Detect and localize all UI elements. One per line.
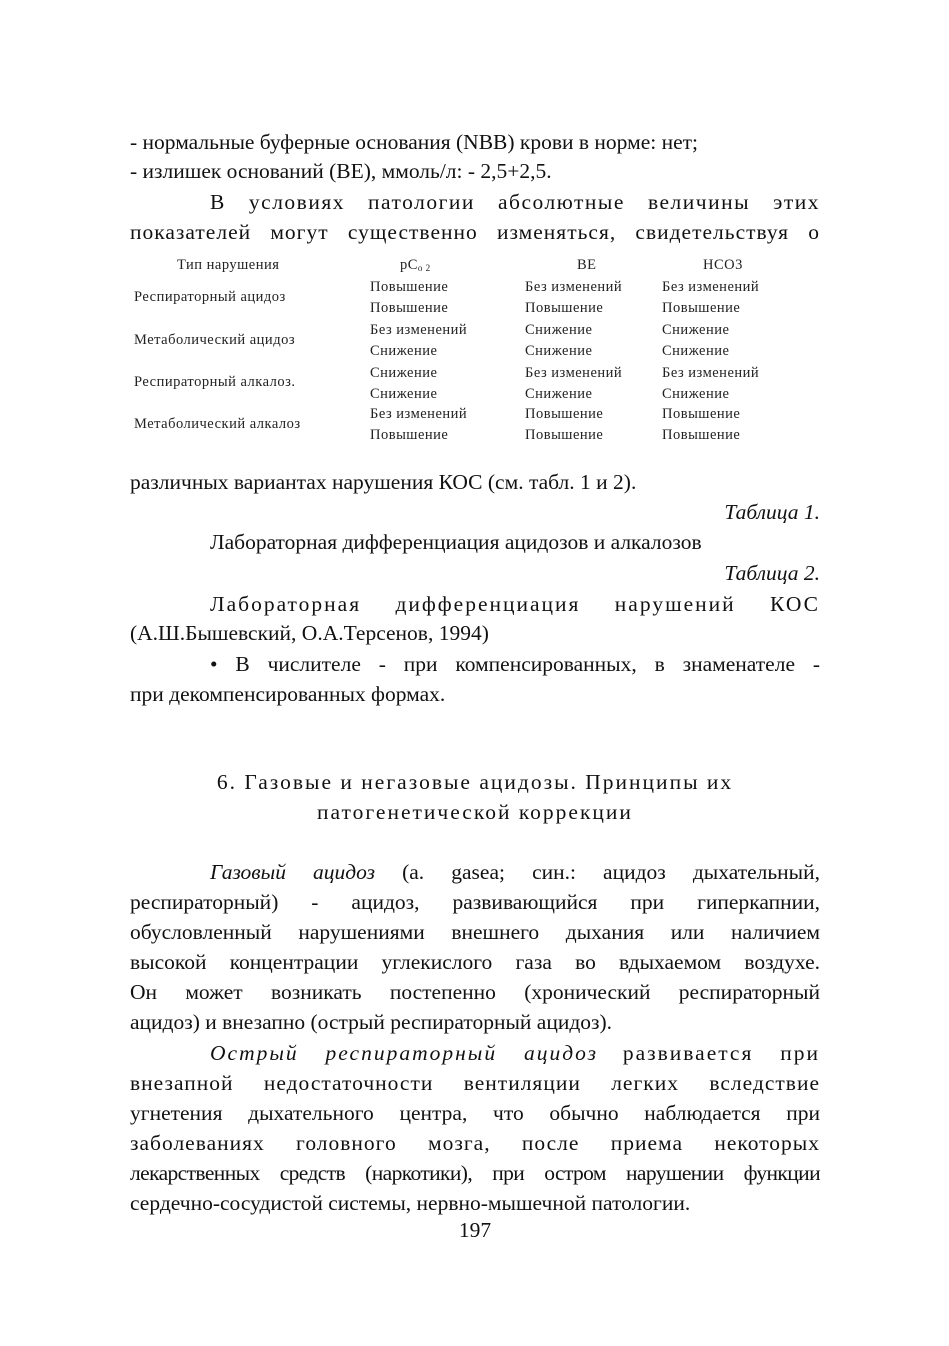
table-cell: Без изменений bbox=[370, 406, 468, 422]
table-header-be: BE bbox=[577, 257, 597, 273]
table-cell: Без изменений bbox=[525, 279, 623, 295]
table2-label: Таблица 2. bbox=[724, 561, 820, 585]
p3-line: заболеваниях головного мозга, после приема некоторых bbox=[130, 1131, 820, 1155]
p2-line1 bbox=[210, 857, 820, 887]
section-heading-line2: патогенетической коррекции bbox=[317, 800, 633, 824]
p2-line: респираторный) - ацидоз, развивающийся при гиперкапнии, bbox=[130, 890, 820, 914]
intro-line-be: - излишек оснований (BE), ммоль/л: - 2,5+2,5. bbox=[130, 159, 552, 183]
intro-line-nbb: - нормальные буферные основания (NBB) крови в норме: нет; bbox=[130, 130, 699, 154]
table-cell: Повышение bbox=[662, 406, 741, 422]
table-cell: Повышение bbox=[525, 300, 604, 316]
table-cell: Без изменений bbox=[662, 365, 760, 381]
p3-line: сердечно-сосудистой системы, нервно-мышечной патологии. bbox=[130, 1191, 691, 1215]
table-row-name: Респираторный ацидоз bbox=[134, 289, 286, 305]
table2-title-line1: Лабораторная дифференциация нарушений КОС bbox=[210, 592, 820, 616]
table-header-type: Тип нарушения bbox=[177, 257, 280, 273]
p3-term: Острый респираторный ацидоз bbox=[210, 1041, 598, 1065]
p2-line: Он может возникать постепенно (хронический респираторный bbox=[130, 980, 820, 1004]
p3-line1 bbox=[210, 1038, 820, 1068]
p2-line: высокой концентрации углекислого газа во вдыхаемом воздухе. bbox=[130, 950, 820, 974]
table-cell: Снижение bbox=[662, 343, 730, 359]
note-line1: • В числителе - при компенсированных, в знаменателе - bbox=[210, 652, 820, 676]
table-cell: Повышение bbox=[370, 427, 449, 443]
after-table-text: различных вариантах нарушения КОС (см. табл. 1 и 2). bbox=[130, 470, 637, 494]
section-heading-line1: 6. Газовые и негазовые ацидозы. Принципы их bbox=[216, 770, 734, 794]
table-header-hco3: HCO3 bbox=[703, 257, 743, 273]
table-cell: Повышение bbox=[662, 427, 741, 443]
para1-line2: показателей могут существенно изменяться, свидетельствуя о bbox=[130, 220, 820, 244]
table-cell: Без изменений bbox=[662, 279, 760, 295]
p2-line: обусловленный нарушениями внешнего дыхания или наличием bbox=[130, 920, 820, 944]
p3-line1-rest: развивается при bbox=[622, 1041, 820, 1065]
table-cell: Снижение bbox=[370, 343, 438, 359]
table-row-name: Метаболический ацидоз bbox=[134, 332, 296, 348]
table-cell: Снижение bbox=[662, 386, 730, 402]
p2-line: ацидоз) и внезапно (острый респираторный ацидоз). bbox=[130, 1010, 613, 1034]
table-cell: Снижение bbox=[370, 386, 438, 402]
table1-title: Лабораторная дифференциация ацидозов и алкалозов bbox=[210, 530, 702, 554]
p3-line: внезапной недостаточности вентиляции легких вследствие bbox=[130, 1071, 820, 1095]
table-cell: Снижение bbox=[525, 386, 593, 402]
table-row-name: Метаболический алкалоз bbox=[134, 416, 301, 432]
table-cell: Снижение bbox=[525, 322, 593, 338]
table-cell: Снижение bbox=[525, 343, 593, 359]
table2-title-line2: (А.Ш.Бышевский, О.А.Терсенов, 1994) bbox=[130, 621, 489, 645]
table-cell: Повышение bbox=[525, 427, 604, 443]
note-line2: при декомпенсированных формах. bbox=[130, 682, 446, 706]
table-cell: Без изменений bbox=[525, 365, 623, 381]
table-cell: Повышение bbox=[525, 406, 604, 422]
para1-line1: В условиях патологии абсолютные величины этих bbox=[210, 190, 820, 214]
table-cell: Снижение bbox=[662, 322, 730, 338]
table-header-pco2: $pC_{o 2}$ bbox=[400, 257, 431, 273]
table-cell: Повышение bbox=[662, 300, 741, 316]
table-cell: Повышение bbox=[370, 279, 449, 295]
table-cell: Без изменений bbox=[370, 322, 468, 338]
table1-label: Таблица 1. bbox=[724, 500, 820, 524]
p3-line: угнетения дыхательного центра, что обычно наблюдается при bbox=[130, 1101, 820, 1125]
table-row-name: Респираторный алкалоз. bbox=[134, 374, 296, 390]
table-cell: Повышение bbox=[370, 300, 449, 316]
p3-line: лекарственных средств (наркотики), при остром нарушении функции bbox=[130, 1161, 820, 1185]
page-number: 197 bbox=[458, 1218, 492, 1242]
p2-line1-rest: (a. gasea; син.: ацидоз дыхательный, bbox=[402, 860, 821, 884]
table-cell: Снижение bbox=[370, 365, 438, 381]
p2-term: Газовый ацидоз bbox=[210, 860, 376, 884]
